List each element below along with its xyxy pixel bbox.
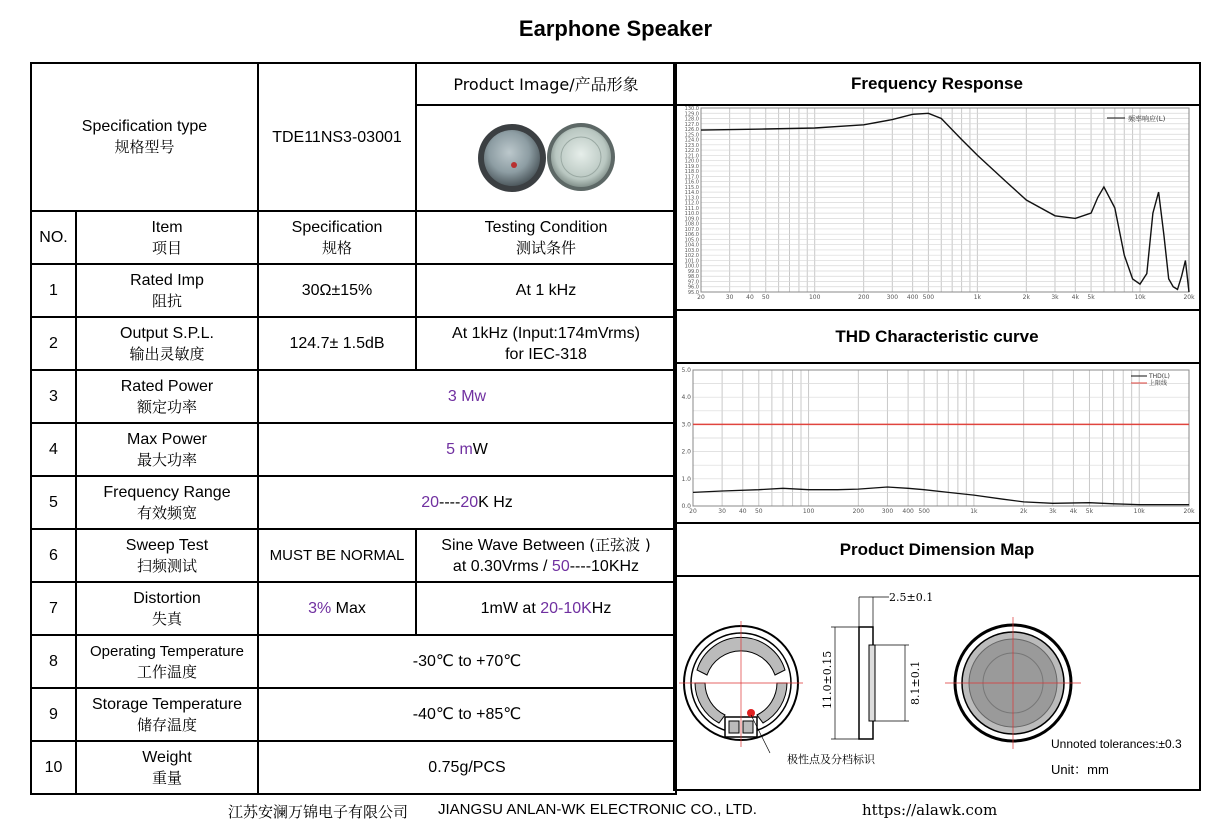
row-no: 7 — [31, 582, 76, 635]
x-tick-label: 40 — [746, 294, 754, 301]
row-condition: Sine Wave Between (正弦波 ) at 0.30Vrms / 50----10KHz — [416, 529, 676, 582]
chart-grid — [701, 108, 1189, 292]
frequency-response-chart — [675, 102, 1199, 309]
row-item: Weight 重量 — [76, 741, 258, 794]
row-no: 1 — [31, 264, 76, 317]
x-tick-label: 1k — [973, 294, 982, 301]
y-tick-label: 109.0 — [684, 216, 699, 223]
y-tick-label: 112.0 — [684, 200, 699, 207]
chart-grid — [693, 370, 1189, 506]
row-item: Distortion 失真 — [76, 582, 258, 635]
row-value: -30℃ to +70℃ — [258, 635, 676, 688]
polarity-note: 极性点及分档标识 — [787, 753, 875, 766]
x-tick-label: 40 — [738, 508, 747, 515]
row-spec: 3% Max — [258, 582, 416, 635]
row-condition: At 1 kHz — [416, 264, 676, 317]
y-tick-label: 2.0 — [681, 448, 691, 456]
y-tick-label: 100.0 — [684, 263, 699, 270]
y-tick-label: 106.0 — [684, 232, 699, 239]
y-tick-label: 99.0 — [687, 268, 699, 275]
x-tick-label: 300 — [886, 294, 899, 301]
y-tick-label: 105.0 — [684, 237, 699, 244]
x-tick-label: 500 — [918, 508, 930, 515]
row-no: 2 — [31, 317, 76, 370]
y-tick-label: 0.0 — [681, 503, 691, 510]
y-tick-label: 125.0 — [684, 132, 699, 139]
row-condition: 1mW at 20-10KHz — [416, 582, 676, 635]
col-spec: Specification 规格 — [258, 211, 416, 264]
row-no: 10 — [31, 741, 76, 794]
spec-type-value: TDE11NS3-03001 — [258, 63, 416, 211]
spec-table — [30, 62, 677, 795]
y-tick-label: 126.0 — [684, 127, 699, 134]
y-tick-label: 130.0 — [684, 106, 699, 112]
unit-note: Unit：mm — [1051, 762, 1109, 777]
x-tick-label: 10k — [1134, 294, 1146, 301]
page-title: Earphone Speaker — [518, 16, 713, 41]
row-value: 3 Mw — [258, 370, 676, 423]
table-row — [31, 741, 676, 794]
table-row — [31, 370, 676, 423]
x-tick-label: 20k — [1183, 508, 1195, 515]
spec-sheet — [30, 62, 1201, 791]
table-row — [31, 264, 676, 317]
x-tick-label: 50 — [754, 508, 763, 515]
product-image-graphic — [419, 106, 673, 204]
row-condition: At 1kHz (Input:174mVrms) for IEC-318 — [416, 317, 676, 370]
row-no: 8 — [31, 635, 76, 688]
row-value: 20----20K Hz — [258, 476, 676, 529]
dim-thickness: 2.5±0.1 — [889, 591, 934, 604]
dimension-drawing — [675, 577, 1199, 789]
company-name-en: JIANGSU ANLAN-WK ELECTRONIC CO., LTD. — [438, 801, 757, 818]
row-no: 6 — [31, 529, 76, 582]
table-row — [31, 476, 676, 529]
y-tick-label: 3.0 — [681, 421, 691, 429]
x-tick-label: 3k — [1049, 508, 1057, 515]
table-row — [31, 423, 676, 476]
x-tick-label: 1k — [970, 508, 978, 515]
y-tick-label: 102.0 — [684, 253, 699, 260]
y-tick-label: 117.0 — [684, 174, 699, 181]
y-tick-label: 115.0 — [684, 184, 699, 191]
spec-type-label: Specification type 规格型号 — [31, 63, 258, 211]
dimension-box — [673, 577, 1201, 791]
speaker-front-view — [679, 621, 876, 766]
y-tick-label: 96.0 — [687, 284, 699, 291]
y-tick-label: 123.0 — [684, 142, 699, 149]
row-value: 0.75g/PCS — [258, 741, 676, 794]
x-tick-label: 400 — [902, 508, 914, 515]
speaker-back-view — [945, 617, 1081, 749]
freq-response-header: Frequency Response — [851, 74, 1023, 93]
x-tick-label: 100 — [808, 294, 821, 301]
y-tick-label: 97.0 — [687, 279, 699, 286]
x-tick-label: 2k — [1020, 508, 1028, 515]
y-tick-label: 103.0 — [684, 247, 699, 254]
row-spec: 124.7± 1.5dB — [258, 317, 416, 370]
y-tick-label: 4.0 — [681, 394, 691, 402]
legend-label: 上限线 — [1149, 380, 1168, 387]
thd-chart-box — [673, 364, 1201, 524]
row-no: 3 — [31, 370, 76, 423]
x-tick-label: 5k — [1085, 508, 1094, 515]
product-image — [416, 105, 676, 211]
row-item: Frequency Range 有效频宽 — [76, 476, 258, 529]
table-row — [31, 582, 676, 635]
y-tick-label: 118.0 — [684, 169, 699, 176]
row-item: Rated Power 额定功率 — [76, 370, 258, 423]
tolerance-note: Unnoted tolerances:±0.3 — [1051, 737, 1182, 751]
right-panel — [673, 62, 1201, 791]
dim-inner-diameter: 8.1±0.1 — [909, 660, 922, 705]
col-item: Item 项目 — [76, 211, 258, 264]
dim-outer-diameter: 11.0±0.15 — [821, 650, 834, 709]
x-tick-label: 3k — [1051, 294, 1059, 301]
y-tick-label: 101.0 — [684, 258, 699, 265]
row-no: 4 — [31, 423, 76, 476]
table-row — [31, 688, 676, 741]
thd-line — [693, 487, 1189, 505]
x-tick-label: 100 — [802, 508, 815, 515]
row-no: 9 — [31, 688, 76, 741]
row-item: Output S.P.L. 输出灵敏度 — [76, 317, 258, 370]
y-tick-label: 5.0 — [681, 367, 691, 374]
x-tick-label: 10k — [1133, 508, 1145, 515]
plot-frame — [701, 108, 1189, 292]
legend-label: THD(L) — [1149, 373, 1170, 380]
x-tick-label: 200 — [857, 294, 870, 301]
row-value: 5 mW — [258, 423, 676, 476]
y-tick-label: 110.0 — [684, 211, 699, 218]
col-no: NO. — [31, 211, 76, 264]
company-url[interactable]: https://alawk.com — [862, 801, 998, 819]
y-tick-label: 116.0 — [684, 179, 699, 186]
x-tick-label: 30 — [718, 508, 726, 515]
y-tick-label: 129.0 — [684, 111, 699, 118]
row-spec: MUST BE NORMAL — [258, 529, 416, 582]
y-tick-label: 1.0 — [681, 475, 691, 483]
y-tick-label: 108.0 — [684, 221, 699, 228]
x-tick-label: 500 — [922, 294, 935, 301]
x-tick-label: 20 — [697, 294, 705, 301]
product-image-label: Product Image/产品形象 — [416, 63, 676, 105]
legend-label: 频率响应(L) — [1128, 115, 1166, 123]
y-tick-label: 128.0 — [684, 116, 699, 123]
y-tick-label: 95.0 — [687, 290, 699, 296]
y-tick-label: 122.0 — [684, 148, 699, 155]
x-tick-label: 300 — [881, 508, 894, 515]
y-tick-label: 107.0 — [684, 226, 699, 233]
company-name-cn: 江苏安澜万锦电子有限公司 — [228, 803, 409, 821]
thd-header-box — [673, 311, 1201, 364]
row-item: Max Power 最大功率 — [76, 423, 258, 476]
row-value: -40℃ to +85℃ — [258, 688, 676, 741]
table-row — [31, 529, 676, 582]
table-row — [31, 635, 676, 688]
row-item: Rated Imp 阻抗 — [76, 264, 258, 317]
row-no: 5 — [31, 476, 76, 529]
x-tick-label: 2k — [1022, 294, 1030, 301]
y-tick-label: 120.0 — [684, 158, 699, 165]
y-tick-label: 124.0 — [684, 137, 699, 144]
speaker-side-view — [821, 591, 933, 739]
thd-chart — [675, 364, 1199, 522]
y-tick-label: 121.0 — [684, 153, 699, 160]
y-tick-label: 119.0 — [684, 163, 699, 170]
x-tick-label: 20 — [689, 508, 697, 515]
x-tick-label: 4k — [1071, 294, 1079, 301]
dimension-header-box — [673, 524, 1201, 577]
dimension-header: Product Dimension Map — [839, 540, 1035, 559]
x-tick-label: 30 — [725, 294, 734, 301]
x-tick-label: 5k — [1087, 294, 1095, 301]
y-tick-label: 114.0 — [684, 190, 699, 197]
y-tick-label: 113.0 — [684, 195, 699, 202]
row-spec: 30Ω±15% — [258, 264, 416, 317]
x-tick-label: 200 — [852, 508, 865, 515]
col-condition: Testing Condition 测试条件 — [416, 211, 676, 264]
x-tick-label: 400 — [906, 294, 919, 301]
freq-chart-box — [673, 102, 1201, 311]
x-tick-label: 4k — [1069, 508, 1078, 515]
x-tick-label: 50 — [761, 294, 770, 301]
row-item: Sweep Test 扫频测试 — [76, 529, 258, 582]
x-tick-label: 20k — [1183, 294, 1195, 301]
y-tick-label: 111.0 — [684, 205, 699, 212]
row-item: Operating Temperature 工作温度 — [76, 635, 258, 688]
y-tick-label: 98.0 — [687, 274, 699, 281]
y-tick-label: 127.0 — [684, 121, 699, 128]
thd-header: THD Characteristic curve — [835, 327, 1039, 346]
y-tick-label: 104.0 — [684, 242, 699, 249]
table-row — [31, 317, 676, 370]
row-item: Storage Temperature 储存温度 — [76, 688, 258, 741]
freq-header-box — [673, 62, 1201, 106]
